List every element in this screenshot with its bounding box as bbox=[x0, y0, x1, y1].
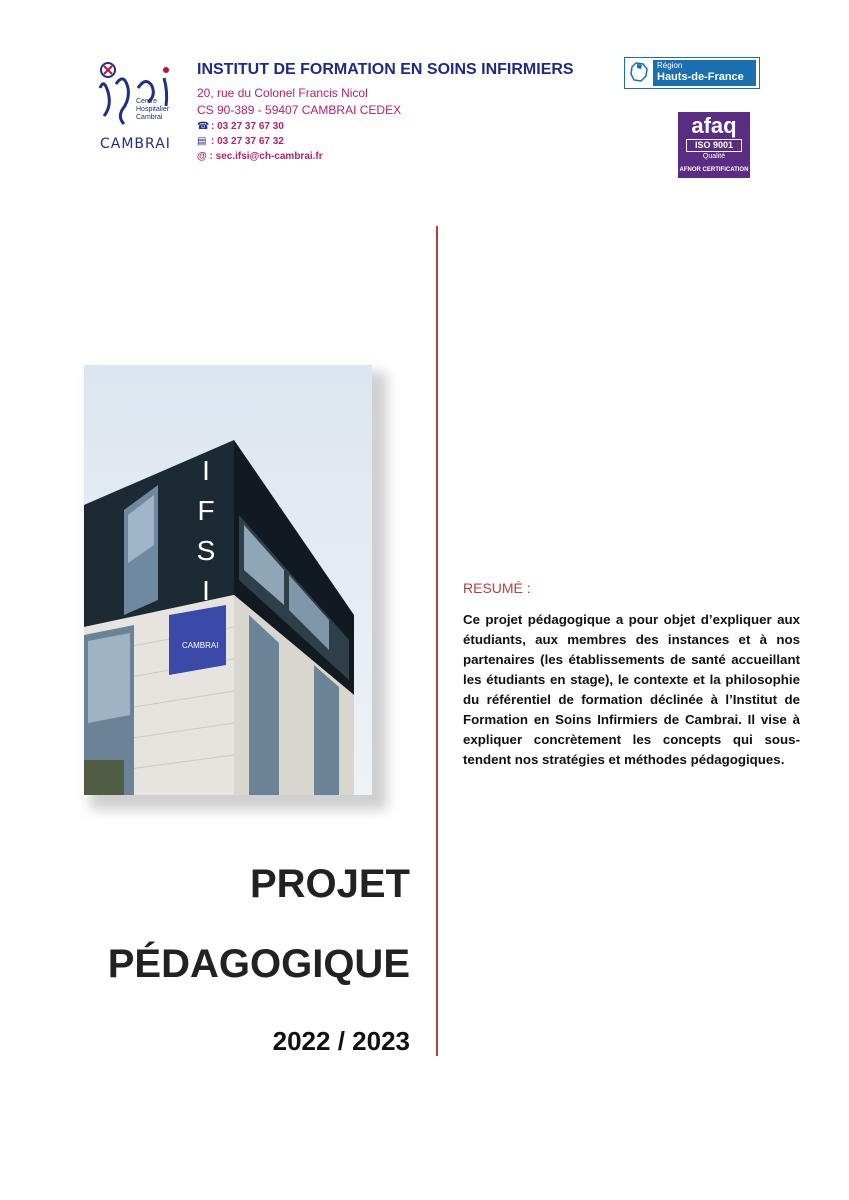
afaq-iso: ISO 9001 bbox=[686, 139, 742, 152]
building-sign-text: CAMBRAI bbox=[182, 641, 219, 650]
document-title-line-1: PROJET bbox=[249, 862, 410, 906]
facade-letters: IFSI bbox=[196, 455, 216, 606]
fax-line: ▤ : 03 27 37 67 32 bbox=[197, 136, 284, 147]
afaq-certifier: AFNOR CERTIFICATION bbox=[679, 167, 749, 173]
institute-name: INSTITUT DE FORMATION EN SOINS INFIRMIERS bbox=[197, 61, 574, 78]
fax-icon: ▤ bbox=[197, 136, 207, 147]
phone-icon: ☎ bbox=[197, 121, 210, 132]
building-photo bbox=[84, 365, 372, 795]
afaq-iso-logo bbox=[678, 112, 750, 178]
phone-line: ☎ : 03 27 37 67 30 bbox=[197, 121, 284, 132]
france-map-icon bbox=[628, 61, 650, 83]
region-hauts-de-france-logo bbox=[624, 57, 760, 89]
logo-subtext: Centre Hospitalier Cambrai bbox=[136, 98, 170, 121]
ifsi-building-illustration bbox=[84, 365, 372, 795]
academic-year: 2022 / 2023 bbox=[272, 1026, 410, 1056]
document-title-line-2: PÉDAGOGIQUE bbox=[107, 942, 410, 986]
logo-cambrai-text: CAMBRAI bbox=[100, 136, 171, 152]
ifsi-logo bbox=[94, 58, 184, 158]
afaq-brand: afaq bbox=[691, 113, 737, 138]
summary-text: Ce projet pédagogique a pour objet d’expliquer aux étudiants, aux membres des instances et à nos partenaires (les établissements de santé accueillant les étudiants en stage), le contexte et la philosophie du référentiel de formation déclinée à l’Institut de Formation en Soins Infirmiers de Cambrai. Il vise à expliquer concrètement les concepts qui sous-tendent nos stratégies et méthodes pédagogiques. bbox=[463, 612, 800, 767]
summary-label: RESUMÉ : bbox=[463, 580, 531, 596]
email-link[interactable]: @ : sec.ifsi@ch-cambrai.fr bbox=[197, 151, 323, 162]
vertical-divider bbox=[436, 226, 438, 1056]
address-line-2: CS 90-389 - 59407 CAMBRAI CEDEX bbox=[197, 103, 402, 117]
afaq-quality: Qualité bbox=[702, 153, 726, 160]
region-name: Hauts-de-France bbox=[657, 71, 744, 83]
address-line-1: 20, rue du Colonel Francis Nicol bbox=[197, 86, 368, 100]
region-label: Région bbox=[657, 61, 683, 70]
